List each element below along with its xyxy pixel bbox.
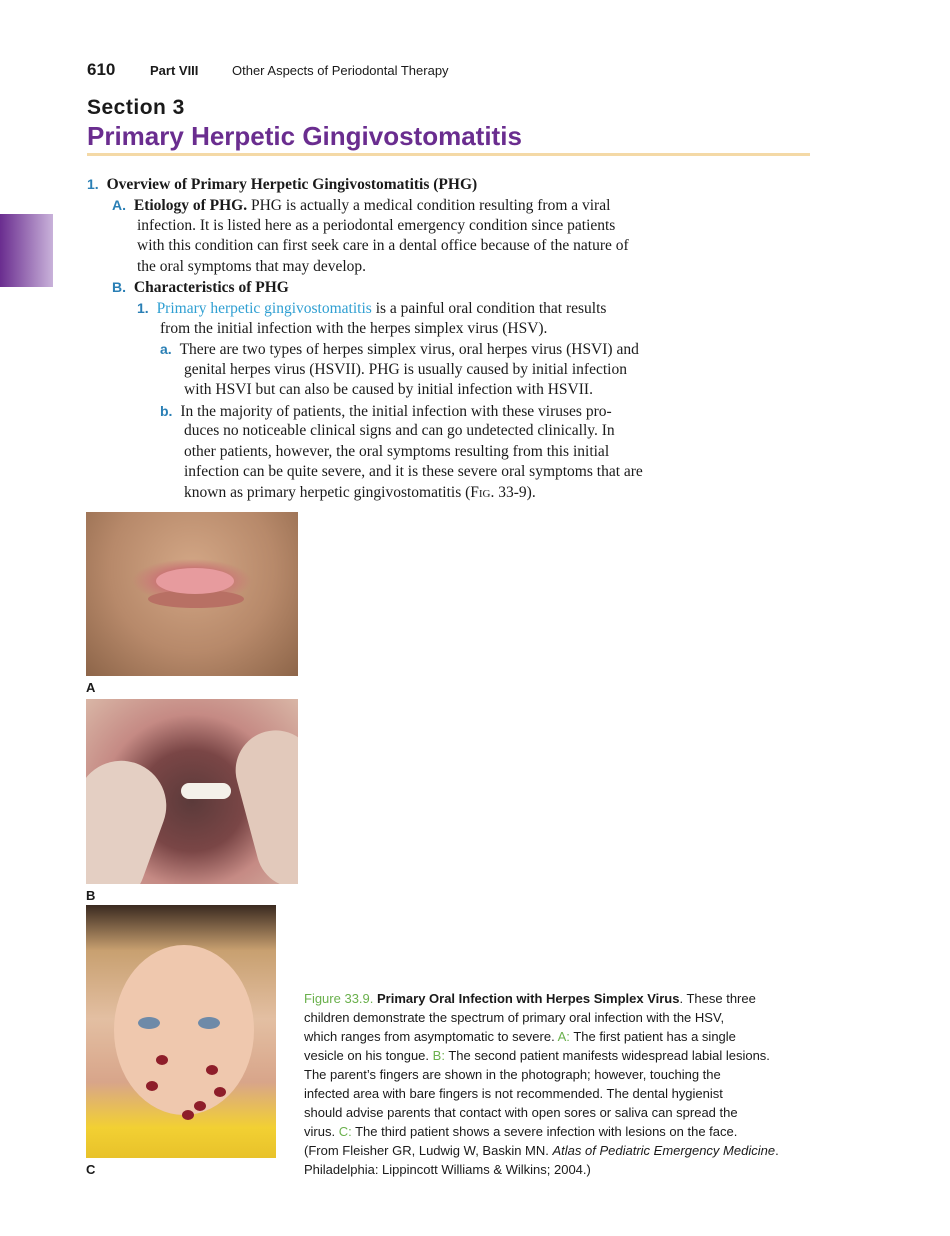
outline-number: 1. — [137, 300, 149, 316]
caption-source-title: Atlas of Pediatric Emergency Medicine — [552, 1143, 776, 1158]
photo-lesion — [214, 1087, 226, 1097]
figure-letter-a: A — [86, 680, 96, 695]
photo-lesion — [156, 1055, 168, 1065]
outline-item-b — [112, 277, 289, 299]
outline-number: 1. — [87, 176, 99, 192]
outline-text: from the initial infection with the herpes simplex virus (HSV). — [160, 320, 548, 337]
outline-number: B. — [112, 279, 126, 295]
caption-text: children demonstrate the spectrum of primary oral infection with the HSV, — [304, 1010, 725, 1025]
part-title: Other Aspects of Periodontal Therapy — [232, 63, 449, 78]
title-divider — [87, 153, 810, 156]
outline-item-a-sub — [160, 339, 639, 361]
photo-lesion — [146, 1081, 158, 1091]
outline-item-a — [112, 195, 610, 217]
photo-teeth-shape — [181, 783, 231, 799]
outline-heading: Characteristics of PHG — [133, 279, 289, 296]
caption-panel-label: C: — [338, 1124, 352, 1139]
caption-text: should advise parents that contact with open sores or saliva can spread the — [304, 1105, 738, 1120]
figure-reference: Fig. — [470, 484, 495, 501]
photo-face-shape — [114, 945, 254, 1115]
outline-item-1 — [87, 174, 477, 196]
figure-photo-c — [86, 905, 276, 1158]
caption-panel-label: B: — [432, 1048, 445, 1063]
outline-text: PHG is actually a medical condition resulting from a viral — [250, 197, 611, 214]
photo-lesion — [206, 1065, 218, 1075]
outline-text: is a painful oral condition that results — [375, 300, 607, 317]
outline-item-b1 — [137, 298, 606, 320]
photo-finger-left — [86, 748, 179, 884]
page-number: 610 — [87, 60, 116, 79]
section-title: Primary Herpetic Gingivostomatitis — [87, 121, 522, 151]
photo-eye-right — [198, 1017, 220, 1029]
outline-text: genital herpes virus (HSVII). PHG is usually caused by initial infection — [184, 361, 627, 378]
section-label: Section 3 — [87, 96, 185, 119]
caption-title: Primary Oral Infection with Herpes Simplex Virus — [377, 991, 680, 1006]
outline-text: In the majority of patients, the initial infection with these viruses pro- — [180, 403, 612, 420]
outline-text: duces no noticeable clinical signs and can go undetected clinically. In — [184, 422, 615, 439]
outline-number: b. — [160, 403, 173, 419]
outline-text-last — [184, 483, 536, 504]
section-side-tab — [0, 214, 53, 287]
figure-photo-b — [86, 699, 298, 884]
caption-text: The parent’s fingers are shown in the photograph; however, touching the — [304, 1067, 721, 1082]
photo-finger-right — [227, 721, 298, 884]
photo-eye-left — [138, 1017, 160, 1029]
outline-number: a. — [160, 341, 172, 357]
photo-lesion — [194, 1101, 206, 1111]
figure-letter-b: B — [86, 888, 96, 903]
outline-number: A. — [112, 197, 126, 213]
caption-text: The second patient manifests widespread labial lesions. — [448, 1048, 770, 1063]
caption-text: infected area with bare fingers is not recommended. The dental hygienist — [304, 1086, 723, 1101]
caption-text: The first patient has a single — [573, 1029, 736, 1044]
outline-lead: Etiology of PHG. — [133, 197, 248, 214]
outline-text: other patients, however, the oral symptoms resulting from this initial — [184, 443, 610, 460]
photo-lesion — [182, 1110, 194, 1120]
caption-panel-label: A: — [557, 1029, 570, 1044]
outline-heading: Overview of Primary Herpetic Gingivostomatitis (PHG) — [106, 176, 478, 193]
part-label: Part VIII — [150, 63, 199, 78]
outline-text: with this condition can first seek care in a dental office because of the nature of — [137, 237, 629, 254]
caption-text: . These three — [679, 991, 756, 1006]
figure-caption — [304, 989, 824, 1179]
outline-text: infection can be quite severe, and it is these severe oral symptoms that are — [184, 463, 643, 480]
caption-text: which ranges from asymptomatic to severe. — [304, 1029, 555, 1044]
outline-text: There are two types of herpes simplex virus, oral herpes virus (HSVI) and — [179, 341, 639, 358]
outline-text: with HSVI but can also be caused by initial infection with HSVII. — [184, 381, 593, 398]
caption-text: (From Fleisher GR, Ludwig W, Baskin MN. — [304, 1143, 549, 1158]
highlighted-term: Primary herpetic gingivostomatitis — [156, 300, 372, 317]
figure-letter-c: C — [86, 1162, 96, 1177]
caption-text: . — [775, 1143, 779, 1158]
caption-text: virus. — [304, 1124, 336, 1139]
outline-item-b-sub — [160, 401, 612, 423]
caption-text: The third patient shows a severe infection with lesions on the face. — [355, 1124, 738, 1139]
outline-text: infection. It is listed here as a periodontal emergency condition since patients — [137, 217, 616, 234]
photo-tongue-shape — [156, 568, 234, 594]
outline-text: known as primary herpetic gingivostomatitis ( — [184, 484, 471, 501]
figure-reference-number: 33-9). — [494, 484, 536, 501]
outline-text: the oral symptoms that may develop. — [137, 258, 367, 275]
caption-label: Figure 33.9. — [304, 991, 374, 1006]
caption-text: vesicle on his tongue. — [304, 1048, 430, 1063]
figure-photo-a — [86, 512, 298, 676]
caption-text: Philadelphia: Lippincott Williams & Wilkins; 2004.) — [304, 1162, 591, 1177]
